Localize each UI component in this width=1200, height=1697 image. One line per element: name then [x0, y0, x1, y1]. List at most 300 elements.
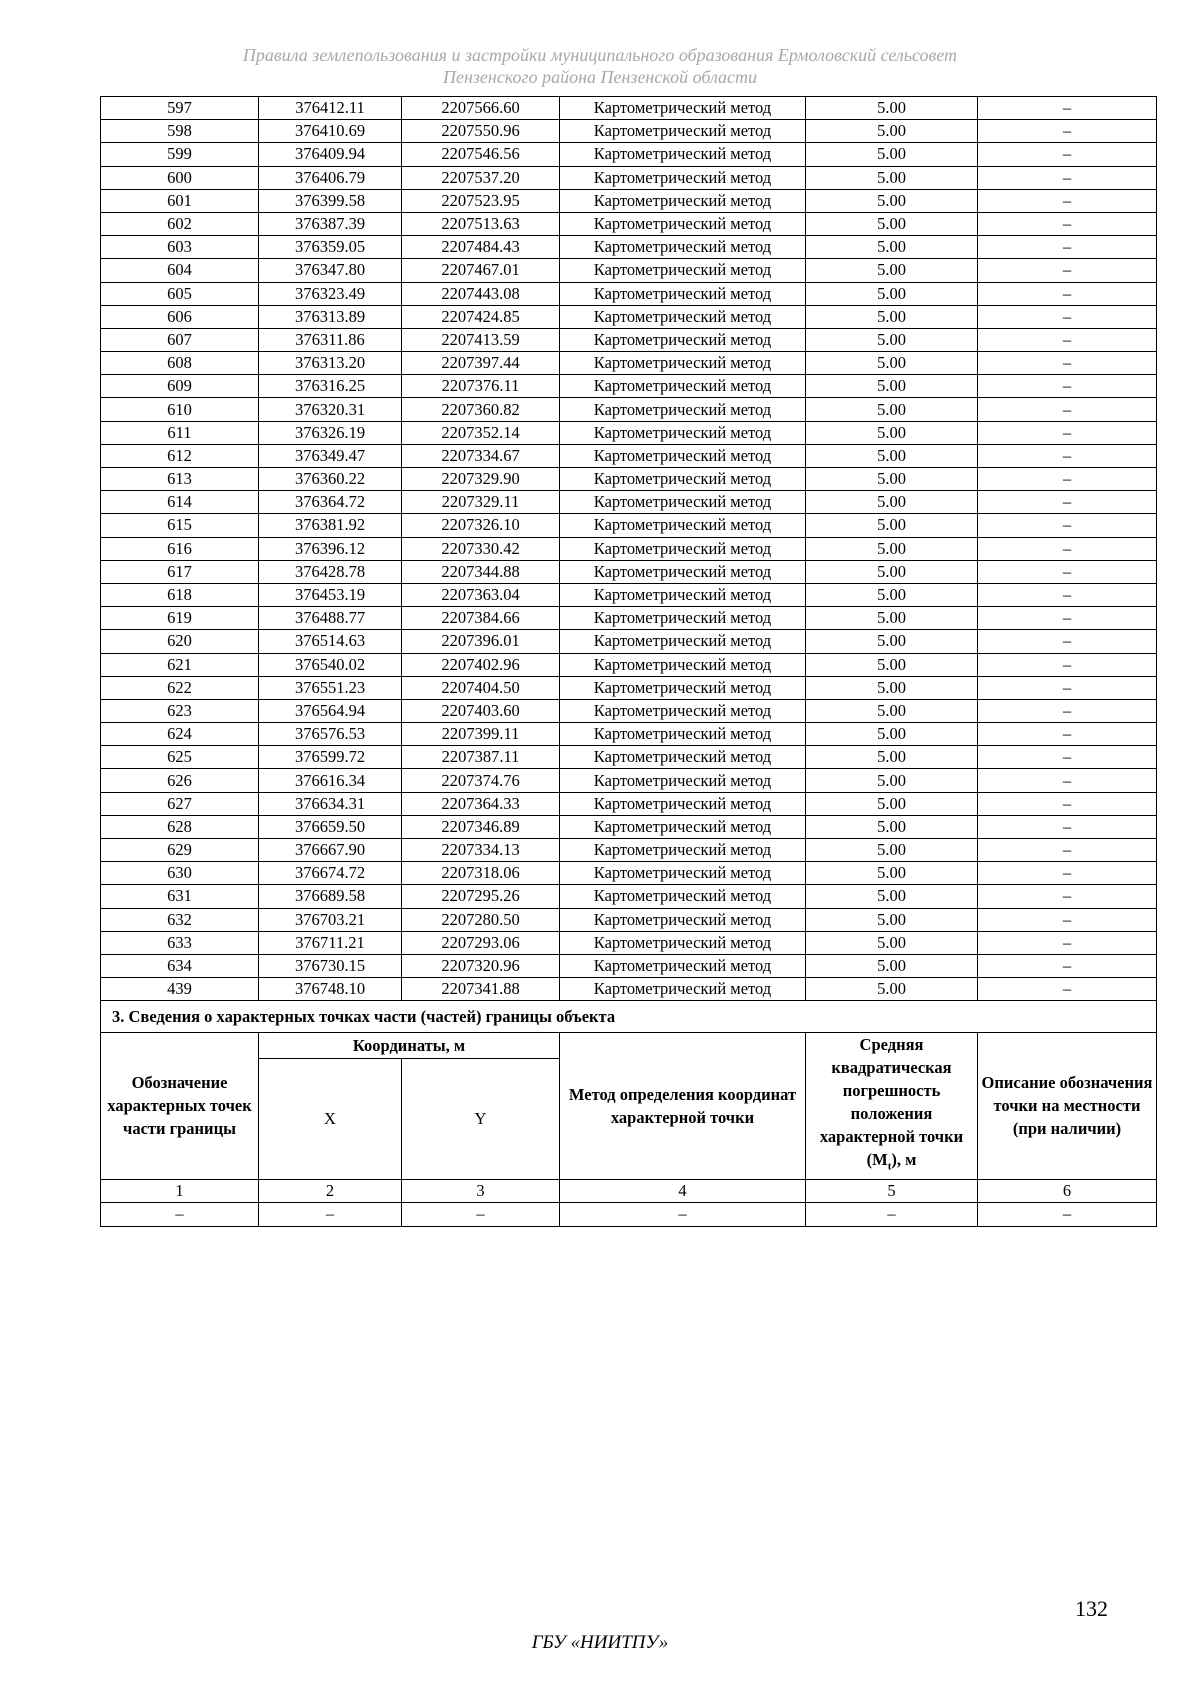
point-number-cell: 634: [101, 954, 259, 977]
table-row: [101, 954, 1157, 977]
page-number: 132: [1075, 1596, 1108, 1621]
point-number-cell: 439: [101, 978, 259, 1001]
point-number-cell: 633: [101, 931, 259, 954]
method-cell: Картометрический метод: [560, 491, 806, 514]
y-coordinate-cell: 2207360.82: [402, 398, 560, 421]
table-row: [101, 931, 1157, 954]
x-coordinate-cell: 376488.77: [259, 607, 402, 630]
table-row: [101, 352, 1157, 375]
error-cell: 5.00: [806, 259, 978, 282]
table-row: [101, 769, 1157, 792]
method-cell: Картометрический метод: [560, 398, 806, 421]
point-number-cell: 623: [101, 699, 259, 722]
point-number-cell: 632: [101, 908, 259, 931]
table-row: [101, 560, 1157, 583]
method-cell: Картометрический метод: [560, 723, 806, 746]
x-coordinate-cell: 376387.39: [259, 212, 402, 235]
description-cell: –: [978, 723, 1157, 746]
x-coordinate-cell: 376659.50: [259, 815, 402, 838]
table-row: [101, 421, 1157, 444]
y-coordinate-cell: 2207363.04: [402, 583, 560, 606]
description-cell: –: [978, 491, 1157, 514]
point-number-cell: 601: [101, 189, 259, 212]
y-coordinate-cell: 2207550.96: [402, 120, 560, 143]
y-coordinate-cell: 2207467.01: [402, 259, 560, 282]
method-cell: Картометрический метод: [560, 862, 806, 885]
header-y: Y: [402, 1058, 560, 1179]
x-coordinate-cell: 376399.58: [259, 189, 402, 212]
point-number-cell: 608: [101, 352, 259, 375]
column-number: 5: [806, 1179, 978, 1202]
y-coordinate-cell: 2207374.76: [402, 769, 560, 792]
y-coordinate-cell: 2207293.06: [402, 931, 560, 954]
header-line-1: Правила землепользования и застройки муниципального образования Ермоловский сельсовет: [242, 45, 958, 65]
description-cell: –: [978, 653, 1157, 676]
table-row: [101, 398, 1157, 421]
column-number: 1: [101, 1179, 259, 1202]
point-number-cell: 599: [101, 143, 259, 166]
x-coordinate-cell: 376409.94: [259, 143, 402, 166]
method-cell: Картометрический метод: [560, 421, 806, 444]
error-cell: 5.00: [806, 444, 978, 467]
error-cell: 5.00: [806, 839, 978, 862]
x-coordinate-cell: 376313.89: [259, 305, 402, 328]
method-cell: Картометрический метод: [560, 305, 806, 328]
x-coordinate-cell: 376551.23: [259, 676, 402, 699]
table-row: [101, 815, 1157, 838]
error-cell: 5.00: [806, 398, 978, 421]
section-3-title: 3. Сведения о характерных точках части (частей) границы объекта: [101, 1001, 1157, 1033]
x-coordinate-cell: 376359.05: [259, 236, 402, 259]
description-cell: –: [978, 908, 1157, 931]
table-row: [101, 514, 1157, 537]
coordinates-table: [100, 96, 1157, 1227]
method-cell: Картометрический метод: [560, 352, 806, 375]
section-3: [101, 1001, 1157, 1226]
error-cell: 5.00: [806, 908, 978, 931]
method-cell: Картометрический метод: [560, 537, 806, 560]
y-coordinate-cell: 2207329.90: [402, 468, 560, 491]
table-row: [101, 444, 1157, 467]
table-row: [101, 978, 1157, 1001]
y-coordinate-cell: 2207523.95: [402, 189, 560, 212]
description-cell: –: [978, 537, 1157, 560]
column-number: 3: [402, 1179, 560, 1202]
point-number-cell: 615: [101, 514, 259, 537]
description-cell: –: [978, 699, 1157, 722]
error-cell: 5.00: [806, 328, 978, 351]
y-coordinate-cell: 2207280.50: [402, 908, 560, 931]
method-cell: Картометрический метод: [560, 815, 806, 838]
point-number-cell: 631: [101, 885, 259, 908]
point-number-cell: 626: [101, 769, 259, 792]
x-coordinate-cell: 376514.63: [259, 630, 402, 653]
description-cell: –: [978, 815, 1157, 838]
x-coordinate-cell: 376703.21: [259, 908, 402, 931]
method-cell: Картометрический метод: [560, 839, 806, 862]
error-cell: 5.00: [806, 514, 978, 537]
x-coordinate-cell: 376396.12: [259, 537, 402, 560]
column-numbers-row: [101, 1179, 1157, 1202]
description-cell: –: [978, 862, 1157, 885]
description-cell: –: [978, 282, 1157, 305]
y-coordinate-cell: 2207352.14: [402, 421, 560, 444]
y-coordinate-cell: 2207396.01: [402, 630, 560, 653]
method-cell: Картометрический метод: [560, 630, 806, 653]
error-cell: 5.00: [806, 421, 978, 444]
y-coordinate-cell: 2207326.10: [402, 514, 560, 537]
point-number-cell: 604: [101, 259, 259, 282]
point-number-cell: 616: [101, 537, 259, 560]
table-row: [101, 143, 1157, 166]
description-cell: –: [978, 398, 1157, 421]
description-cell: –: [978, 189, 1157, 212]
x-coordinate-cell: 376412.11: [259, 97, 402, 120]
y-coordinate-cell: 2207295.26: [402, 885, 560, 908]
y-coordinate-cell: 2207484.43: [402, 236, 560, 259]
method-cell: Картометрический метод: [560, 607, 806, 630]
method-cell: Картометрический метод: [560, 583, 806, 606]
description-cell: –: [978, 885, 1157, 908]
table-row: [101, 166, 1157, 189]
method-cell: Картометрический метод: [560, 978, 806, 1001]
error-cell: 5.00: [806, 375, 978, 398]
empty-cell: –: [978, 1202, 1157, 1226]
error-cell: 5.00: [806, 212, 978, 235]
method-cell: Картометрический метод: [560, 143, 806, 166]
y-coordinate-cell: 2207513.63: [402, 212, 560, 235]
table-row: [101, 908, 1157, 931]
header-designation: Обозначение характерных точек части границы: [101, 1033, 259, 1179]
x-coordinate-cell: 376711.21: [259, 931, 402, 954]
method-cell: Картометрический метод: [560, 653, 806, 676]
y-coordinate-cell: 2207344.88: [402, 560, 560, 583]
error-cell: 5.00: [806, 491, 978, 514]
table-row: [101, 607, 1157, 630]
method-cell: Картометрический метод: [560, 954, 806, 977]
y-coordinate-cell: 2207330.42: [402, 537, 560, 560]
x-coordinate-cell: 376564.94: [259, 699, 402, 722]
point-number-cell: 620: [101, 630, 259, 653]
description-cell: –: [978, 839, 1157, 862]
x-coordinate-cell: 376316.25: [259, 375, 402, 398]
y-coordinate-cell: 2207537.20: [402, 166, 560, 189]
description-cell: –: [978, 259, 1157, 282]
point-number-cell: 603: [101, 236, 259, 259]
y-coordinate-cell: 2207399.11: [402, 723, 560, 746]
error-cell: 5.00: [806, 769, 978, 792]
y-coordinate-cell: 2207334.67: [402, 444, 560, 467]
point-number-cell: 602: [101, 212, 259, 235]
x-coordinate-cell: 376326.19: [259, 421, 402, 444]
method-cell: Картометрический метод: [560, 931, 806, 954]
point-number-cell: 625: [101, 746, 259, 769]
table-row: [101, 189, 1157, 212]
point-number-cell: 609: [101, 375, 259, 398]
point-number-cell: 606: [101, 305, 259, 328]
table-row: [101, 583, 1157, 606]
description-cell: –: [978, 143, 1157, 166]
error-cell: 5.00: [806, 746, 978, 769]
description-cell: –: [978, 583, 1157, 606]
description-cell: –: [978, 978, 1157, 1001]
error-cell: 5.00: [806, 189, 978, 212]
point-number-cell: 619: [101, 607, 259, 630]
description-cell: –: [978, 375, 1157, 398]
description-cell: –: [978, 166, 1157, 189]
header-method: Метод определения координат характерной точки: [560, 1033, 806, 1179]
point-number-cell: 627: [101, 792, 259, 815]
x-coordinate-cell: 376410.69: [259, 120, 402, 143]
table-row: [101, 259, 1157, 282]
header-x: X: [259, 1058, 402, 1179]
error-cell: 5.00: [806, 97, 978, 120]
error-cell: 5.00: [806, 699, 978, 722]
description-cell: –: [978, 236, 1157, 259]
error-cell: 5.00: [806, 723, 978, 746]
method-cell: Картометрический метод: [560, 792, 806, 815]
x-coordinate-cell: 376667.90: [259, 839, 402, 862]
x-coordinate-cell: 376323.49: [259, 282, 402, 305]
method-cell: Картометрический метод: [560, 444, 806, 467]
method-cell: Картометрический метод: [560, 328, 806, 351]
point-number-cell: 628: [101, 815, 259, 838]
error-cell: 5.00: [806, 885, 978, 908]
y-coordinate-cell: 2207320.96: [402, 954, 560, 977]
error-cell: 5.00: [806, 352, 978, 375]
error-cell: 5.00: [806, 236, 978, 259]
empty-cell: –: [101, 1202, 259, 1226]
point-number-cell: 630: [101, 862, 259, 885]
x-coordinate-cell: 376674.72: [259, 862, 402, 885]
description-cell: –: [978, 792, 1157, 815]
table-row: [101, 676, 1157, 699]
column-number: 6: [978, 1179, 1157, 1202]
description-cell: –: [978, 931, 1157, 954]
description-cell: –: [978, 97, 1157, 120]
method-cell: Картометрический метод: [560, 676, 806, 699]
description-cell: –: [978, 444, 1157, 467]
point-number-cell: 621: [101, 653, 259, 676]
error-cell: 5.00: [806, 166, 978, 189]
description-cell: –: [978, 607, 1157, 630]
error-cell: 5.00: [806, 537, 978, 560]
x-coordinate-cell: 376428.78: [259, 560, 402, 583]
error-cell: 5.00: [806, 468, 978, 491]
method-cell: Картометрический метод: [560, 908, 806, 931]
x-coordinate-cell: 376406.79: [259, 166, 402, 189]
x-coordinate-cell: 376748.10: [259, 978, 402, 1001]
header-description: Описание обозначения точки на местности (при наличии): [978, 1033, 1157, 1179]
y-coordinate-cell: 2207376.11: [402, 375, 560, 398]
table-row: [101, 792, 1157, 815]
method-cell: Картометрический метод: [560, 375, 806, 398]
table-row: [101, 653, 1157, 676]
header-coordinates: Координаты, м: [259, 1033, 560, 1059]
point-number-cell: 617: [101, 560, 259, 583]
x-coordinate-cell: 376347.80: [259, 259, 402, 282]
y-coordinate-cell: 2207403.60: [402, 699, 560, 722]
table-row: [101, 236, 1157, 259]
table-row: [101, 537, 1157, 560]
footer: ГБУ «НИИТПУ»: [531, 1632, 669, 1653]
error-cell: 5.00: [806, 862, 978, 885]
x-coordinate-cell: 376616.34: [259, 769, 402, 792]
description-cell: –: [978, 352, 1157, 375]
y-coordinate-cell: 2207413.59: [402, 328, 560, 351]
method-cell: Картометрический метод: [560, 236, 806, 259]
header-line-2: Пензенского района Пензенской области: [442, 67, 758, 87]
point-number-cell: 622: [101, 676, 259, 699]
x-coordinate-cell: 376313.20: [259, 352, 402, 375]
column-number: 2: [259, 1179, 402, 1202]
x-coordinate-cell: 376689.58: [259, 885, 402, 908]
description-cell: –: [978, 630, 1157, 653]
x-coordinate-cell: 376360.22: [259, 468, 402, 491]
method-cell: Картометрический метод: [560, 769, 806, 792]
table-row: [101, 212, 1157, 235]
method-cell: Картометрический метод: [560, 560, 806, 583]
point-number-cell: 611: [101, 421, 259, 444]
point-number-cell: 600: [101, 166, 259, 189]
empty-row: [101, 1202, 1157, 1226]
table-row: [101, 491, 1157, 514]
x-coordinate-cell: 376311.86: [259, 328, 402, 351]
x-coordinate-cell: 376599.72: [259, 746, 402, 769]
y-coordinate-cell: 2207318.06: [402, 862, 560, 885]
error-cell: 5.00: [806, 560, 978, 583]
method-cell: Картометрический метод: [560, 189, 806, 212]
empty-cell: –: [806, 1202, 978, 1226]
point-number-cell: 624: [101, 723, 259, 746]
x-coordinate-cell: 376381.92: [259, 514, 402, 537]
y-coordinate-cell: 2207397.44: [402, 352, 560, 375]
y-coordinate-cell: 2207341.88: [402, 978, 560, 1001]
point-number-cell: 598: [101, 120, 259, 143]
y-coordinate-cell: 2207566.60: [402, 97, 560, 120]
x-coordinate-cell: 376540.02: [259, 653, 402, 676]
description-cell: –: [978, 421, 1157, 444]
description-cell: –: [978, 514, 1157, 537]
table-row: [101, 885, 1157, 908]
table-row: [101, 723, 1157, 746]
error-cell: 5.00: [806, 792, 978, 815]
method-cell: Картометрический метод: [560, 259, 806, 282]
point-number-cell: 597: [101, 97, 259, 120]
point-number-cell: 614: [101, 491, 259, 514]
table-row: [101, 468, 1157, 491]
description-cell: –: [978, 560, 1157, 583]
point-number-cell: 613: [101, 468, 259, 491]
x-coordinate-cell: 376349.47: [259, 444, 402, 467]
empty-cell: –: [560, 1202, 806, 1226]
y-coordinate-cell: 2207404.50: [402, 676, 560, 699]
point-number-cell: 610: [101, 398, 259, 421]
x-coordinate-cell: 376453.19: [259, 583, 402, 606]
y-coordinate-cell: 2207424.85: [402, 305, 560, 328]
header-error: [806, 1033, 978, 1179]
error-cell: 5.00: [806, 931, 978, 954]
table-row: [101, 375, 1157, 398]
description-cell: –: [978, 305, 1157, 328]
point-number-cell: 629: [101, 839, 259, 862]
table-row: [101, 839, 1157, 862]
table-row: [101, 862, 1157, 885]
y-coordinate-cell: 2207384.66: [402, 607, 560, 630]
y-coordinate-cell: 2207334.13: [402, 839, 560, 862]
description-cell: –: [978, 676, 1157, 699]
error-cell: 5.00: [806, 815, 978, 838]
error-cell: 5.00: [806, 653, 978, 676]
method-cell: Картометрический метод: [560, 746, 806, 769]
table-row: [101, 97, 1157, 120]
description-cell: –: [978, 212, 1157, 235]
coordinates-table-body: [101, 97, 1157, 1001]
point-number-cell: 618: [101, 583, 259, 606]
error-cell: 5.00: [806, 630, 978, 653]
description-cell: –: [978, 328, 1157, 351]
error-cell: 5.00: [806, 954, 978, 977]
description-cell: –: [978, 769, 1157, 792]
error-cell: 5.00: [806, 978, 978, 1001]
point-number-cell: 607: [101, 328, 259, 351]
description-cell: –: [978, 746, 1157, 769]
description-cell: –: [978, 954, 1157, 977]
x-coordinate-cell: 376730.15: [259, 954, 402, 977]
method-cell: Картометрический метод: [560, 468, 806, 491]
description-cell: –: [978, 120, 1157, 143]
method-cell: Картометрический метод: [560, 97, 806, 120]
y-coordinate-cell: 2207329.11: [402, 491, 560, 514]
y-coordinate-cell: 2207546.56: [402, 143, 560, 166]
point-number-cell: 612: [101, 444, 259, 467]
x-coordinate-cell: 376364.72: [259, 491, 402, 514]
error-cell: 5.00: [806, 607, 978, 630]
x-coordinate-cell: 376576.53: [259, 723, 402, 746]
error-cell: 5.00: [806, 583, 978, 606]
method-cell: Картометрический метод: [560, 120, 806, 143]
header-error-text: Средняя квадратическая погрешность положения характерной точки $(M_t)$, м: [819, 1035, 964, 1173]
table-row: [101, 120, 1157, 143]
method-cell: Картометрический метод: [560, 282, 806, 305]
method-cell: Картометрический метод: [560, 166, 806, 189]
y-coordinate-cell: 2207346.89: [402, 815, 560, 838]
error-cell: 5.00: [806, 676, 978, 699]
error-cell: 5.00: [806, 282, 978, 305]
table-row: [101, 630, 1157, 653]
point-number-cell: 605: [101, 282, 259, 305]
y-coordinate-cell: 2207387.11: [402, 746, 560, 769]
method-cell: Картометрический метод: [560, 699, 806, 722]
x-coordinate-cell: 376320.31: [259, 398, 402, 421]
empty-cell: –: [259, 1202, 402, 1226]
table-row: [101, 699, 1157, 722]
y-coordinate-cell: 2207364.33: [402, 792, 560, 815]
method-cell: Картометрический метод: [560, 212, 806, 235]
page-header: [0, 44, 1200, 88]
method-cell: Картометрический метод: [560, 514, 806, 537]
empty-cell: –: [402, 1202, 560, 1226]
method-cell: Картометрический метод: [560, 885, 806, 908]
x-coordinate-cell: 376634.31: [259, 792, 402, 815]
table-row: [101, 746, 1157, 769]
column-number: 4: [560, 1179, 806, 1202]
error-cell: 5.00: [806, 120, 978, 143]
table-row: [101, 282, 1157, 305]
table-row: [101, 328, 1157, 351]
error-cell: 5.00: [806, 305, 978, 328]
y-coordinate-cell: 2207402.96: [402, 653, 560, 676]
